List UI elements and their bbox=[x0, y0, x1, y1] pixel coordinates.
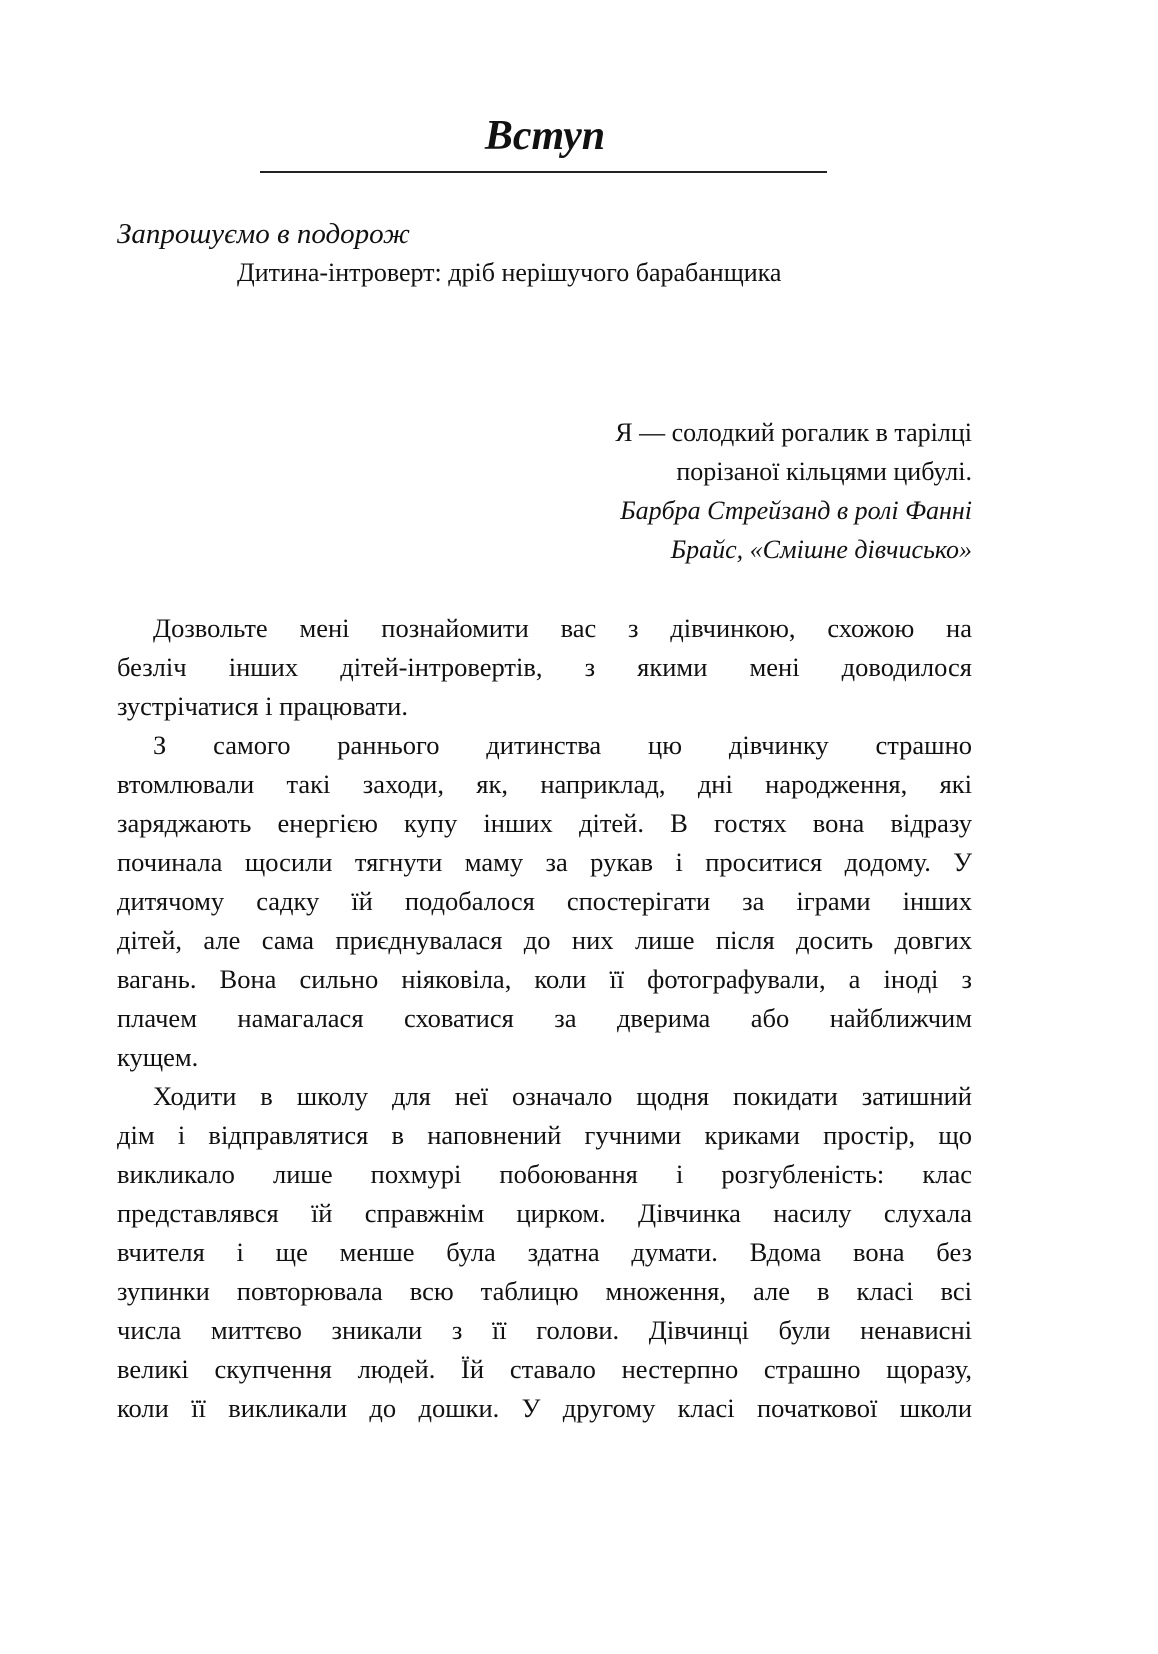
title-divider bbox=[260, 171, 827, 173]
text-line: зупинки повторювала всю таблицю множення, але в класі всі bbox=[117, 1276, 972, 1306]
section-title: Дитина-інтроверт: дріб нерішучого барабанщика bbox=[237, 258, 782, 287]
text-line: плачем намагалася сховатися за дверима або найближчим bbox=[117, 1003, 972, 1033]
text-line: кущем. bbox=[117, 1042, 199, 1072]
text-line: представлявся їй справжнім цирком. Дівчинка насилу слухала bbox=[117, 1198, 972, 1228]
text-line: З самого раннього дитинства цю дівчинку страшно bbox=[153, 730, 972, 760]
chapter-subtitle: Запрошуємо в подорож bbox=[117, 218, 410, 250]
text-line: безліч інших дітей-інтровертів, з якими мені доводилося bbox=[117, 652, 972, 682]
text-line: дитячому садку їй подобалося спостерігати за іграми інших bbox=[117, 886, 972, 916]
text-line: викликало лише похмурі побоювання і розгубленість: клас bbox=[117, 1159, 972, 1189]
text-line: Ходити в школу для неї означало щодня покидати затишний bbox=[153, 1081, 972, 1111]
text-line: зустрічатися і працювати. bbox=[117, 691, 408, 721]
text-line: втомлювали такі заходи, як, наприклад, дні народження, які bbox=[117, 769, 972, 799]
text-line: заряджають енергією купу інших дітей. В гостях вона відразу bbox=[117, 808, 972, 838]
text-line: вчителя і ще менше була здатна думати. Вдома вона без bbox=[117, 1237, 972, 1267]
epigraph-line: Я — солодкий рогалик в тарілці bbox=[615, 418, 972, 447]
text-line: числа миттєво зникали з її голови. Дівчинці були ненависні bbox=[117, 1315, 972, 1345]
chapter-title: Вступ bbox=[484, 113, 606, 159]
text-line: великі скупчення людей. Їй ставало нестерпно страшно щоразу, bbox=[117, 1354, 972, 1384]
text-line: дім і відправлятися в наповнений гучними криками простір, що bbox=[117, 1120, 972, 1150]
text-line: Дозвольте мені познайомити вас з дівчинкою, схожою на bbox=[153, 613, 972, 643]
text-line: дітей, але сама приєднувалася до них лише після досить довгих bbox=[117, 925, 972, 955]
epigraph-attribution: Барбра Стрейзанд в ролі Фанні bbox=[620, 496, 972, 525]
text-line: коли її викликали до дошки. У другому класі початкової школи bbox=[117, 1393, 972, 1423]
text-line: починала щосили тягнути маму за рукав і проситися додому. У bbox=[117, 847, 972, 877]
epigraph-attribution: Брайс, «Смішне дівчисько» bbox=[670, 535, 972, 564]
epigraph bbox=[615, 413, 972, 569]
text-line: вагань. Вона сильно ніяковіла, коли її фотографували, а іноді з bbox=[117, 964, 972, 994]
epigraph-line: порізаної кільцями цибулі. bbox=[676, 457, 972, 486]
body-text bbox=[117, 609, 972, 1428]
